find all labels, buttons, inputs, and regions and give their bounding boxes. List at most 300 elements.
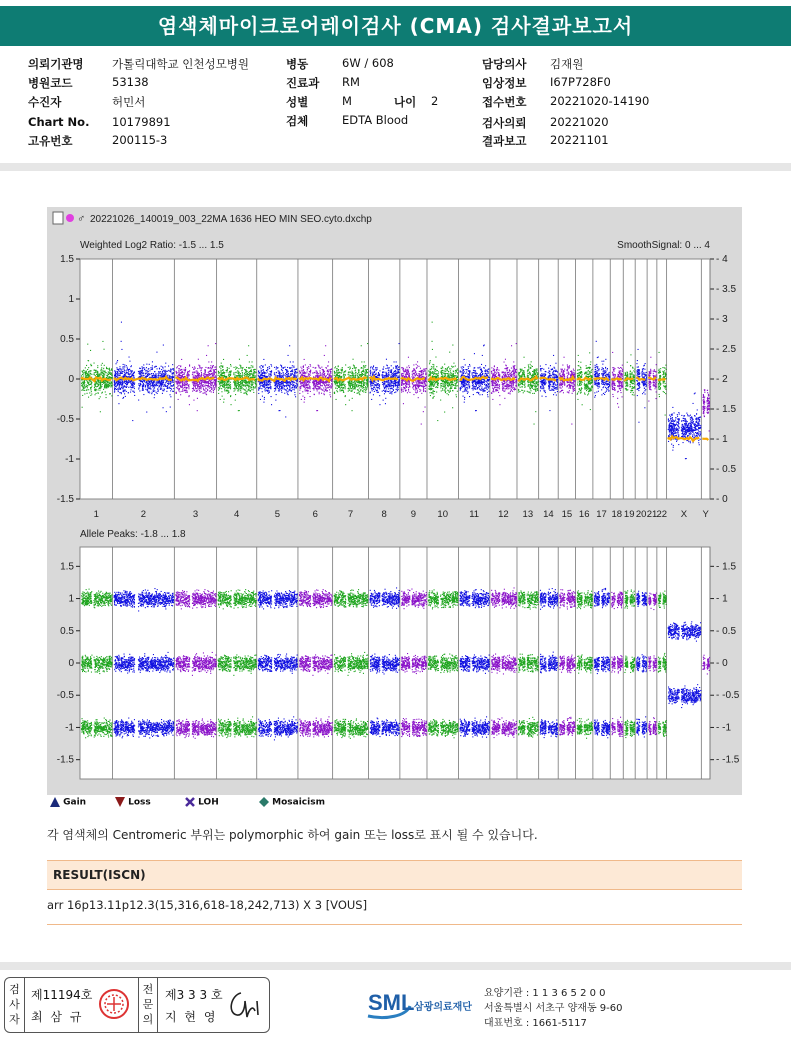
bottom-point (132, 596, 133, 597)
bottom-point (144, 724, 145, 725)
bottom-point (142, 721, 143, 722)
bottom-point (97, 605, 98, 606)
bottom-point (145, 733, 146, 734)
bottom-ytick-label: -0.5 (57, 690, 75, 701)
bottom-point (162, 664, 163, 665)
bottom-point (86, 731, 87, 732)
bottom-point (148, 661, 149, 662)
top-point (127, 368, 128, 369)
bottom-point (132, 722, 133, 723)
bottom-point (115, 731, 116, 732)
bottom-point (170, 720, 171, 721)
bottom-point (145, 665, 146, 666)
age-label: 나이 (394, 94, 416, 110)
bottom-point (102, 600, 103, 601)
top-point (90, 371, 91, 372)
top-point (163, 386, 164, 387)
ward-value: 6W / 608 (342, 56, 394, 70)
bottom-point (111, 727, 112, 728)
top-point (155, 377, 156, 378)
top-point (120, 388, 121, 389)
bottom-point (140, 658, 141, 659)
bottom-point (171, 725, 172, 726)
top-point (88, 371, 89, 372)
bottom-point (123, 723, 124, 724)
bottom-point (105, 603, 106, 604)
bottom-point (103, 726, 104, 727)
top-point (173, 391, 174, 392)
top-point (172, 372, 173, 373)
top-point (106, 377, 107, 378)
top-point (172, 374, 173, 375)
top-point (126, 387, 127, 388)
bottom-point (115, 665, 116, 666)
top-point (94, 384, 95, 385)
top-point (119, 392, 120, 393)
bottom-point (121, 719, 122, 720)
top-point (138, 371, 139, 372)
bottom-point (111, 660, 112, 661)
bottom-point (158, 669, 159, 670)
bottom-point (95, 594, 96, 595)
bottom-point (117, 595, 118, 596)
bottom-point (108, 666, 109, 667)
bottom-point (127, 668, 128, 669)
bottom-point (107, 600, 108, 601)
bottom-point (101, 736, 102, 737)
bottom-point (152, 726, 153, 727)
bottom-point (100, 734, 101, 735)
top-point (131, 385, 132, 386)
bottom-point (111, 724, 112, 725)
top-point (82, 371, 83, 372)
top-point (160, 371, 161, 372)
bottom-point (121, 665, 122, 666)
top-point (153, 382, 154, 383)
top-point (109, 385, 110, 386)
bottom-point (143, 723, 144, 724)
bottom-point (106, 731, 107, 732)
top-point (83, 383, 84, 384)
top-point (162, 393, 163, 394)
bottom-point (106, 734, 107, 735)
bottom-point (171, 659, 172, 660)
bottom-point (110, 603, 111, 604)
bottom-point (115, 597, 116, 598)
bottom-point (158, 730, 159, 731)
bottom-point (117, 656, 118, 657)
bottom-point (108, 729, 109, 730)
top-point (143, 383, 144, 384)
top-point (141, 375, 142, 376)
top-point (168, 377, 169, 378)
top-point (152, 392, 153, 393)
bottom-point (107, 663, 108, 664)
bottom-point (156, 666, 157, 667)
bottom-point (138, 668, 139, 669)
bottom-point (165, 657, 166, 658)
top-point (151, 393, 152, 394)
bottom-point (146, 665, 147, 666)
bottom-point (116, 720, 117, 721)
bottom-point (127, 728, 128, 729)
bottom-point (91, 603, 92, 604)
top-point (153, 375, 154, 376)
bottom-point (140, 665, 141, 666)
top-point (84, 382, 85, 383)
bottom-point (140, 598, 141, 599)
top-point (143, 364, 144, 365)
bottom-point (90, 665, 91, 666)
top-point (86, 375, 87, 376)
bottom-point (90, 730, 91, 731)
bottom-point (128, 718, 129, 719)
bottom-point (98, 727, 99, 728)
top-point (94, 389, 95, 390)
top-point (170, 376, 171, 377)
top-point (163, 345, 164, 346)
specimen-label: 검체 (286, 113, 308, 129)
top-point (114, 384, 115, 385)
top-point (158, 381, 159, 382)
bottom-point (121, 724, 122, 725)
top-point (158, 390, 159, 391)
top-point (119, 373, 120, 374)
bottom-point (85, 730, 86, 731)
bottom-point (167, 729, 168, 730)
top-point (99, 390, 100, 391)
bottom-point (125, 600, 126, 601)
bottom-point (110, 601, 111, 602)
hospital-name-value: 가톨릭대학교 인천성모병원 (112, 56, 249, 72)
bottom-point (125, 670, 126, 671)
bottom-point (87, 593, 88, 594)
top-point (154, 371, 155, 372)
bottom-point (172, 721, 173, 722)
bottom-point (138, 725, 139, 726)
bottom-point (100, 592, 101, 593)
department-label: 진료과 (286, 75, 319, 91)
top-ylabel: Weighted Log2 Ratio: -1.5 ... 1.5 (80, 240, 224, 251)
top-point (88, 397, 89, 398)
top-point (107, 382, 108, 383)
bottom-point (156, 670, 157, 671)
top-point (169, 371, 170, 372)
bottom-point (103, 730, 104, 731)
bottom-point (167, 732, 168, 733)
bottom-point (124, 598, 125, 599)
top-point (106, 386, 107, 387)
bottom-point (107, 732, 108, 733)
top-point (130, 383, 131, 384)
top-point (85, 387, 86, 388)
bottom-point (142, 662, 143, 663)
bottom-point (155, 601, 156, 602)
bottom-point (84, 592, 85, 593)
bottom-point (116, 668, 117, 669)
top-point (124, 364, 125, 365)
bottom-point (140, 670, 141, 671)
bottom-point (93, 600, 94, 601)
bottom-point (154, 667, 155, 668)
bottom-point (94, 737, 95, 738)
bottom-point (133, 601, 134, 602)
bottom-point (167, 665, 168, 666)
bottom-point (88, 670, 89, 671)
bottom-point (142, 593, 143, 594)
bottom-point (133, 723, 134, 724)
bottom-point (105, 593, 106, 594)
top-point (130, 376, 131, 377)
bottom-point (144, 665, 145, 666)
top-point (101, 386, 102, 387)
bottom-point (132, 664, 133, 665)
top-point (133, 373, 134, 374)
bottom-point (144, 661, 145, 662)
top-point (147, 390, 148, 391)
bottom-point (101, 656, 102, 657)
top-point (84, 385, 85, 386)
bottom-point (106, 666, 107, 667)
bottom-point (85, 671, 86, 672)
bottom-point (87, 592, 88, 593)
bottom-point (163, 667, 164, 668)
bottom-point (109, 724, 110, 725)
bottom-point (155, 723, 156, 724)
bottom-point (147, 725, 148, 726)
bottom-point (97, 657, 98, 658)
top-point (89, 374, 90, 375)
bottom-point (173, 663, 174, 664)
top-point (122, 373, 123, 374)
bottom-point (155, 595, 156, 596)
bottom-point (157, 659, 158, 660)
bottom-point (169, 728, 170, 729)
bottom-point (133, 730, 134, 731)
top-point (132, 387, 133, 388)
bottom-point (85, 599, 86, 600)
bottom-point (108, 736, 109, 737)
top-point (111, 395, 112, 396)
bottom-point (84, 728, 85, 729)
top-point (102, 370, 103, 371)
bottom-point (121, 663, 122, 664)
top-point (157, 393, 158, 394)
top-point (82, 389, 83, 390)
top-point (91, 386, 92, 387)
top-point (81, 375, 82, 376)
cma-chart-svg (47, 207, 742, 795)
bottom-point (173, 727, 174, 728)
bottom-point (106, 661, 107, 662)
top-point (131, 371, 132, 372)
top-point (91, 391, 92, 392)
bottom-point (83, 600, 84, 601)
bottom-point (91, 668, 92, 669)
top-point (157, 389, 158, 390)
top-point (102, 382, 103, 383)
bottom-point (140, 664, 141, 665)
bottom-point (103, 596, 104, 597)
bottom-point (90, 667, 91, 668)
top-point (159, 372, 160, 373)
bottom-point (166, 727, 167, 728)
bottom-point (96, 658, 97, 659)
top-point (87, 393, 88, 394)
bottom-point (110, 666, 111, 667)
bottom-point (159, 659, 160, 660)
bottom-point (131, 593, 132, 594)
top-point (109, 368, 110, 369)
bottom-point (118, 662, 119, 663)
bottom-point (155, 660, 156, 661)
top-point (152, 369, 153, 370)
bottom-y2tick-label: - 0 (716, 658, 728, 669)
bottom-point (173, 662, 174, 663)
top-point (154, 390, 155, 391)
bottom-point (167, 592, 168, 593)
top-point (121, 349, 122, 350)
bottom-point (99, 728, 100, 729)
top-point (106, 367, 107, 368)
top-point (91, 374, 92, 375)
top-point (103, 373, 104, 374)
bottom-point (173, 729, 174, 730)
top-point (121, 392, 122, 393)
bottom-point (107, 669, 108, 670)
bottom-point (150, 729, 151, 730)
bottom-point (122, 599, 123, 600)
top-point (100, 375, 101, 376)
bottom-point (149, 734, 150, 735)
bottom-point (128, 732, 129, 733)
bottom-point (140, 727, 141, 728)
top-point (115, 373, 116, 374)
top-point (152, 386, 153, 387)
top-point (108, 374, 109, 375)
bottom-point (147, 666, 148, 667)
top-point (120, 375, 121, 376)
bottom-point (119, 725, 120, 726)
bottom-point (121, 605, 122, 606)
bottom-point (94, 660, 95, 661)
bottom-point (143, 658, 144, 659)
bottom-point (125, 663, 126, 664)
top-point (116, 382, 117, 383)
bottom-point (160, 660, 161, 661)
bottom-point (139, 657, 140, 658)
bottom-point (146, 731, 147, 732)
bottom-point (132, 662, 133, 663)
bottom-point (138, 723, 139, 724)
bottom-point (150, 662, 151, 663)
bottom-point (142, 602, 143, 603)
top-point (122, 383, 123, 384)
top-point (150, 386, 151, 387)
top-point (99, 398, 100, 399)
bottom-point (87, 736, 88, 737)
top-point (102, 363, 103, 364)
bottom-point (101, 666, 102, 667)
bottom-point (99, 597, 100, 598)
bottom-point (151, 660, 152, 661)
bottom-point (95, 596, 96, 597)
bottom-point (99, 604, 100, 605)
bottom-point (127, 724, 128, 725)
bottom-point (144, 656, 145, 657)
top-point (124, 372, 125, 373)
bottom-point (163, 604, 164, 605)
bottom-point (83, 725, 84, 726)
top-point (142, 366, 143, 367)
bottom-point (172, 660, 173, 661)
bottom-point (153, 604, 154, 605)
bottom-point (126, 662, 127, 663)
chrom-label-1: 1 (94, 509, 99, 520)
top-point (132, 420, 133, 421)
top-point (114, 389, 115, 390)
bottom-point (89, 599, 90, 600)
bottom-point (108, 601, 109, 602)
bottom-point (143, 666, 144, 667)
top-point (159, 385, 160, 386)
bottom-point (130, 669, 131, 670)
bottom-point (100, 602, 101, 603)
top-point (124, 366, 125, 367)
bottom-point (127, 595, 128, 596)
bottom-point (126, 605, 127, 606)
bottom-point (84, 664, 85, 665)
bottom-point (161, 732, 162, 733)
bottom-point (163, 594, 164, 595)
top-point (154, 384, 155, 385)
top-point (85, 376, 86, 377)
bottom-point (119, 656, 120, 657)
top-point (134, 386, 135, 387)
top-point (118, 391, 119, 392)
bottom-point (103, 670, 104, 671)
bottom-point (109, 594, 110, 595)
bottom-point (119, 734, 120, 735)
bottom-point (116, 598, 117, 599)
top-point (171, 376, 172, 377)
chart-no-label: Chart No. (28, 115, 89, 129)
bottom-point (143, 727, 144, 728)
top-point (134, 384, 135, 385)
top-point (118, 370, 119, 371)
top-point (87, 387, 88, 388)
top-point (126, 376, 127, 377)
bottom-point (127, 664, 128, 665)
bottom-point (167, 725, 168, 726)
top-point (114, 383, 115, 384)
top-point (121, 385, 122, 386)
bottom-point (100, 599, 101, 600)
bottom-point (171, 661, 172, 662)
bottom-point (105, 597, 106, 598)
bottom-point (154, 588, 155, 589)
bottom-point (125, 726, 126, 727)
top-point (155, 385, 156, 386)
bottom-point (164, 662, 165, 663)
bottom-point (127, 594, 128, 595)
bottom-point (95, 722, 96, 723)
bottom-point (145, 589, 146, 590)
bottom-point (173, 658, 174, 659)
top-point (96, 393, 97, 394)
top-point (143, 380, 144, 381)
top-point (111, 372, 112, 373)
